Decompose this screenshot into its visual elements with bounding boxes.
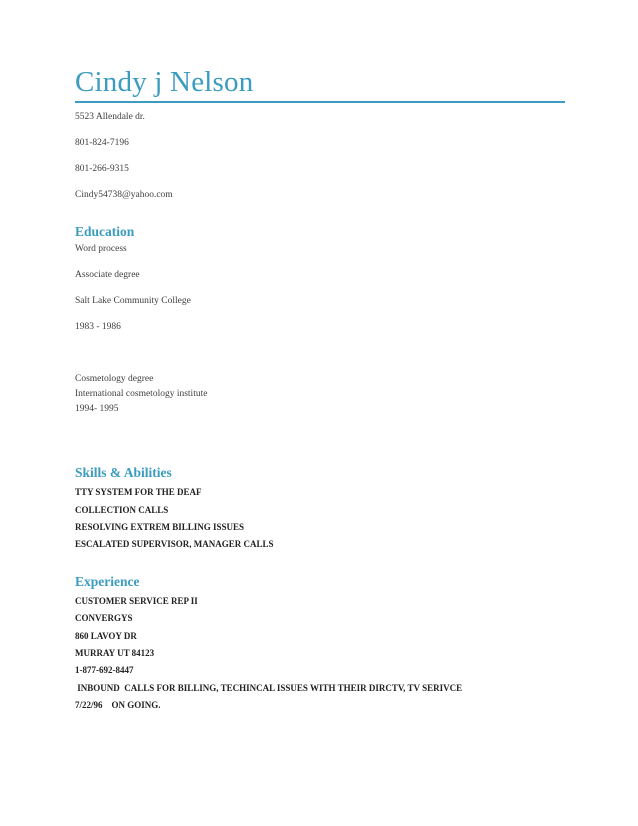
experience-line: 7/22/96 ON GOING. <box>75 700 161 710</box>
education-line: Word process <box>75 244 127 254</box>
skills-heading: Skills & Abilities <box>75 465 172 480</box>
experience-heading: Experience <box>75 574 140 589</box>
phone-2: 801-266-9315 <box>75 164 129 174</box>
education-line: 1983 - 1986 <box>75 322 121 332</box>
experience-line: CUSTOMER SERVICE REP II <box>75 596 198 606</box>
skill-item: COLLECTION CALLS <box>75 505 169 515</box>
skill-item: TTY SYSTEM FOR THE DEAF <box>75 487 202 497</box>
education-line: Salt Lake Community College <box>75 296 191 306</box>
experience-line: 1-877-692-8447 <box>75 665 134 675</box>
education-line: Associate degree <box>75 270 140 280</box>
title-rule <box>75 101 565 103</box>
education-heading: Education <box>75 224 135 239</box>
skill-item: RESOLVING EXTREM BILLING ISSUES <box>75 522 244 532</box>
address: 5523 Allendale dr. <box>75 112 145 122</box>
experience-line: INBOUND CALLS FOR BILLING, TECHINCAL ISSUES WITH THEIR DIRCTV, TV SERIVCE <box>75 683 463 693</box>
experience-line: CONVERGYS <box>75 613 133 623</box>
education-line: 1994- 1995 <box>75 404 119 414</box>
experience-line: MURRAY UT 84123 <box>75 648 155 658</box>
resume-name: Cindy j Nelson <box>75 66 254 98</box>
education-line: Cosmetology degree <box>75 374 154 384</box>
experience-line: 860 LAVOY DR <box>75 631 137 641</box>
education-line: International cosmetology institute <box>75 389 208 399</box>
email[interactable]: Cindy54738@yahoo.com <box>75 190 173 200</box>
phone-1: 801-824-7196 <box>75 138 129 148</box>
skill-item: ESCALATED SUPERVISOR, MANAGER CALLS <box>75 539 274 549</box>
